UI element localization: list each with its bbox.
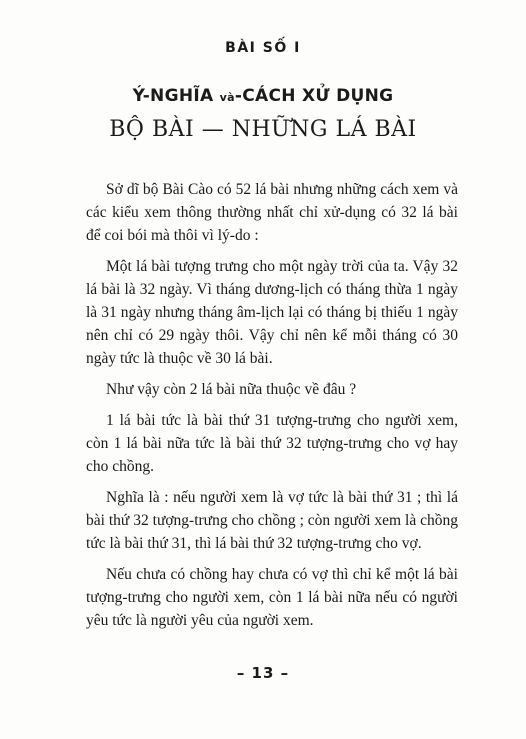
body-text [86,178,458,640]
chapter-title-part2: -CÁCH XỬ DỤNG [234,86,394,106]
paragraph: Một lá bài tượng trưng cho một ngày trời của ta. Vậy 32 lá bài là 32 ngày. Vì tháng dương-lịch có tháng thừa 1 ngày là 31 ngày nhưng tháng âm-lịch lại có tháng bị thiếu 1 ngày nên chỉ có 29 ngày thôi. Vậy chỉ nên kể mỗi tháng có 30 ngày tức là thuộc về 30 lá bài. [86,258,458,367]
chapter-title [0,86,526,106]
chapter-title-conjunction: và [219,91,235,104]
paragraph: 1 lá bài tức là bài thứ 31 tượng-trưng cho người xem, còn 1 lá bài nữa tức là bài thứ 32 tượng-trưng cho vợ hay cho chồng. [86,412,458,475]
paragraph: Nghĩa là : nếu người xem là vợ tức là bài thứ 31 ; thì lá bài thứ 32 tượng-trưng cho chồng ; còn người xem là chồng tức là bài thứ 31, thì lá bài thứ 32 tượng-trưng cho vợ. [86,489,458,552]
paragraph: Như vậy còn 2 lá bài nữa thuộc về đâu ? [106,381,357,398]
lesson-number: BÀI SỐ I [225,40,301,56]
page-number: – 13 – [236,664,290,682]
paragraph: Nếu chưa có chồng hay chưa có vợ thì chỉ kể một lá bài tượng-trưng cho người xem, còn 1 lá bài nữa nếu có người yêu tức là người yêu của người xem. [86,566,458,629]
chapter-title-part1: Ý-NGHĨA [132,86,214,106]
chapter-subtitle: BỘ BÀI — NHỮNG LÁ BÀI [109,117,417,142]
paragraph: Sở dĩ bộ Bài Cào có 52 lá bài nhưng những cách xem và các kiểu xem thông thường nhất chỉ xử-dụng có 32 lá bài để coi bói mà thôi vì lý-do : [86,181,458,244]
